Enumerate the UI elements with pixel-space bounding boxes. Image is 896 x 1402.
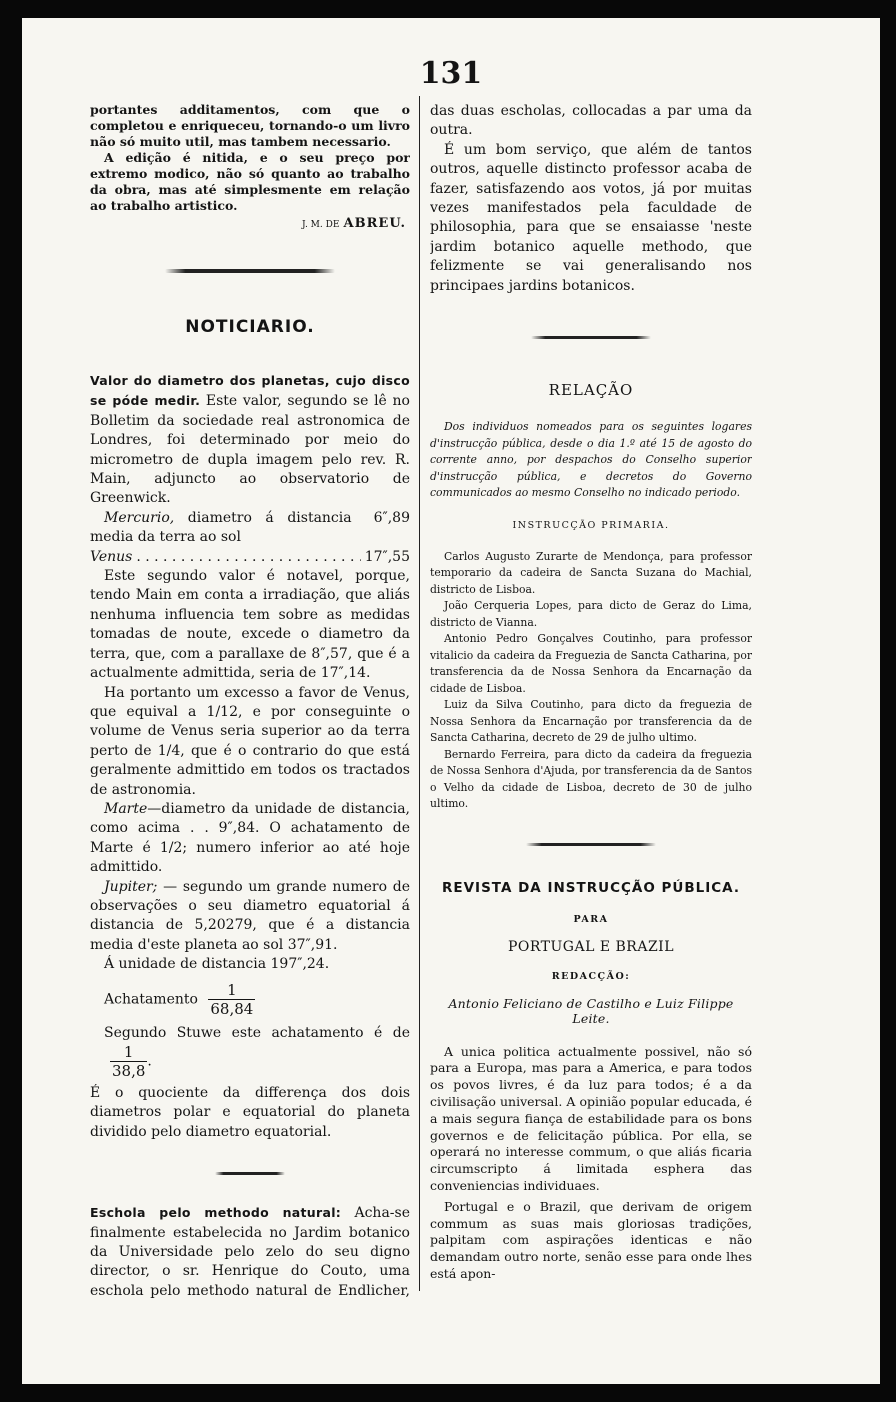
eschola-body: Acha-se finalmente estabelecida no Jardim botanico da Universidade pelo zelo do seu digno director, o sr. Henrique do Couto, uma eschola pelo methodo natural de Endlicher,	[90, 1205, 410, 1299]
planet-diameter-intro: Este valor, segundo se lê no Bolletim da sociedade real astronomica de Londres, foi determinado por meio do micrometro de dupla imagem pelo rev. R. Main, adjuncto ao observatorio de Greenwick.	[90, 393, 410, 507]
mercurio-text: diametro á distancia media da terra ao sol	[90, 509, 352, 546]
venus-value: 17″,55	[364, 548, 410, 565]
instrucao-primaria-heading: INSTRUCÇÃO PRIMARIA.	[512, 519, 670, 531]
venus-excess-paragraph: Ha portanto um excesso a favor de Venus, que equival a 1/12, e por conseguinte o volume de Venus seria superior ao da terra perto de 1/4, que é o contrario do que está geralmente admittido em todos os tractados de astronomia.	[90, 684, 410, 798]
eschola-heading: Eschola pelo methodo natural:	[90, 1205, 342, 1221]
appointment-entry: Luiz da Silva Coutinho, para dicto da freguezia de Nossa Senhora da Encarnação por transferencia da de Sancta Catharina, decreto de 29 de julho ultimo.	[430, 698, 752, 745]
achatamento-fraction	[208, 981, 255, 1018]
jupiter-text: — segundo um grande numero de observações o seu diametro equatorial á distancia de 5,20279, que é a distancia media d'este planeta ao sol 37″,91.	[90, 878, 410, 953]
planet-diameter-heading: Valor do diametro dos planetas, cujo disco se póde medir.	[90, 373, 410, 409]
marte-paragraph	[90, 800, 410, 878]
achatamento-numerator: 1	[227, 980, 237, 999]
stuwe-formula: Segundo Stuwe este achatamento é de $\frac{1}{38,8}$ .	[104, 1024, 410, 1080]
revista-heading: REVISTA DA INSTRUCÇÃO PÚBLICA.	[441, 879, 741, 896]
unidade-paragraph: Á unidade de distancia 197″,24.	[104, 956, 330, 973]
noticiario-heading: NOTICIARIO.	[185, 317, 315, 337]
achatamento-denominator: 68,84	[210, 999, 254, 1018]
portugal-brazil-paragraph: Portugal e o Brazil, que derivam de origem commum as suas mais gloriosas tradições, palpitam com aspirações identicas e não demandam outro norte, senão esse para onde lhes está apon-	[430, 1198, 752, 1281]
page-number: 131	[419, 56, 483, 91]
appointment-entry: Antonio Pedro Gonçalves Coutinho, para professor vitalicio da cadeira da Freguezia de Sancta Catharina, por transferencia da de Nossa Senhora da Encarnação da cidade de Lisboa.	[430, 632, 752, 695]
mercurio-label: Mercurio,	[104, 509, 175, 526]
quociente-paragraph: É o quociente da differença dos dois diametros polar e equatorial do planeta dividido pelo diametro equatorial.	[90, 1085, 410, 1140]
newspaper-page	[22, 18, 880, 1384]
section-ornament	[165, 269, 335, 273]
achatamento-formula	[90, 981, 410, 1018]
servico-paragraph: É um bom serviço, que além de tantos outros, aquelle distincto professor acaba de fazer, satisfazendo aos votos, já por muitas vezes manifestados pela faculdade de philosophia, para que se ensaiasse 'neste jardim botanico aquelle methodo, que felizmente se vai generalisando nos principaes jardins botanicos.	[430, 141, 752, 294]
achatamento-label: Achatamento	[104, 991, 198, 1008]
appointment-entry: Bernardo Ferreira, para dicto da cadeira da freguezia de Nossa Senhora d'Ajuda, por transferencia da de Santos o Velho da cidade de Lisboa, decreto de 30 de julho ultimo.	[430, 747, 752, 811]
stuwe-denominator: 38,8	[112, 1062, 146, 1080]
review-signature	[90, 216, 410, 231]
right-column	[430, 102, 752, 1302]
mercurio-row	[90, 509, 410, 548]
segundo-valor-paragraph: Este segundo valor é notavel, porque, tendo Main em conta a irradiação, que aliás nenhuma influencia tem sobre as medidas tomadas de noute, excede o diametro da terra, que, com a parallaxe de 8″,57, que é a actualmente admittida, seria de 17″,14.	[90, 568, 410, 682]
editors-names: Antonio Feliciano de Castilho e Luiz Filippe Leite.	[448, 995, 734, 1026]
mercurio-value: 6″,89	[373, 509, 410, 526]
redaccao-label: REDACÇÃO:	[551, 970, 631, 982]
review-continuation: portantes additamentos, com que o completou e enriqueceu, tornando-o um livro não só muito util, mas tambem necessario.	[90, 102, 410, 149]
eschola-article	[90, 1203, 410, 1302]
para-label: PARA	[573, 913, 609, 925]
stuwe-numerator: 1	[123, 1043, 134, 1061]
relacao-intro: Dos individuos nomeados para os seguintes logares d'instrucção pública, desde o dia 1.º até 15 de agosto do corrente anno, por despachos do Conselho superior d'instrucção pública, e decretos do Governo communicados ao mesmo Conselho no indicado periodo.	[430, 420, 752, 500]
marte-text: —diametro da unidade de distancia, como acima . . 9″,84. O achatamento de Marte é 1/2; numero inferior ao até hoje admittido.	[90, 800, 410, 876]
review-edition-note: A edição é nitida, e o seu preço por extremo modico, não só quanto ao trabalho da obra, mas até simplesmente em relação ao trabalho artistico.	[90, 150, 410, 213]
section-ornament-2	[215, 1172, 285, 1175]
appointments-list	[430, 549, 752, 813]
relacao-heading: RELAÇÃO	[548, 381, 634, 400]
stuwe-fraction	[110, 1043, 147, 1080]
left-column	[90, 102, 410, 1302]
venus-row	[90, 548, 410, 567]
politica-paragraph: A unica politica actualmente possivel, não só para a Europa, mas para a America, e para todos os povos livres, é da luz para todos; é a da civilisação universal. A opinião popular educada, é a mais segura fiança de estabilidade para os bons governos e de felicitação pública. Por ella, se operará no interesse commum, o que aliás ficaria circumscripto á limitada esphera das conveniencias individuaes.	[430, 1043, 752, 1193]
portugal-brazil-heading: PORTUGAL E BRAZIL	[507, 938, 675, 955]
column-divider	[419, 96, 420, 1291]
jupiter-paragraph	[90, 878, 410, 956]
appointment-entry: Carlos Augusto Zurarte de Mendonça, para professor temporario da cadeira de Sancta Suzana do Machial, districto de Lisboa.	[430, 549, 752, 596]
jupiter-label: Jupiter;	[104, 878, 158, 895]
section-ornament-4	[526, 843, 656, 846]
stuwe-label: Segundo Stuwe este achatamento é de	[104, 1024, 410, 1041]
eschola-continuation: das duas escholas, collocadas a par uma da outra.	[430, 103, 752, 139]
signature-initials: J. M. DE	[302, 220, 340, 230]
section-ornament-3	[531, 336, 651, 339]
appointment-entry: João Cerqueria Lopes, para dicto de Geraz do Lima, districto de Vianna.	[430, 599, 752, 629]
signature-name: ABREU.	[343, 216, 406, 231]
planet-diameter-article	[90, 371, 410, 509]
venus-label: Venus	[90, 548, 133, 565]
marte-label: Marte	[104, 800, 148, 817]
